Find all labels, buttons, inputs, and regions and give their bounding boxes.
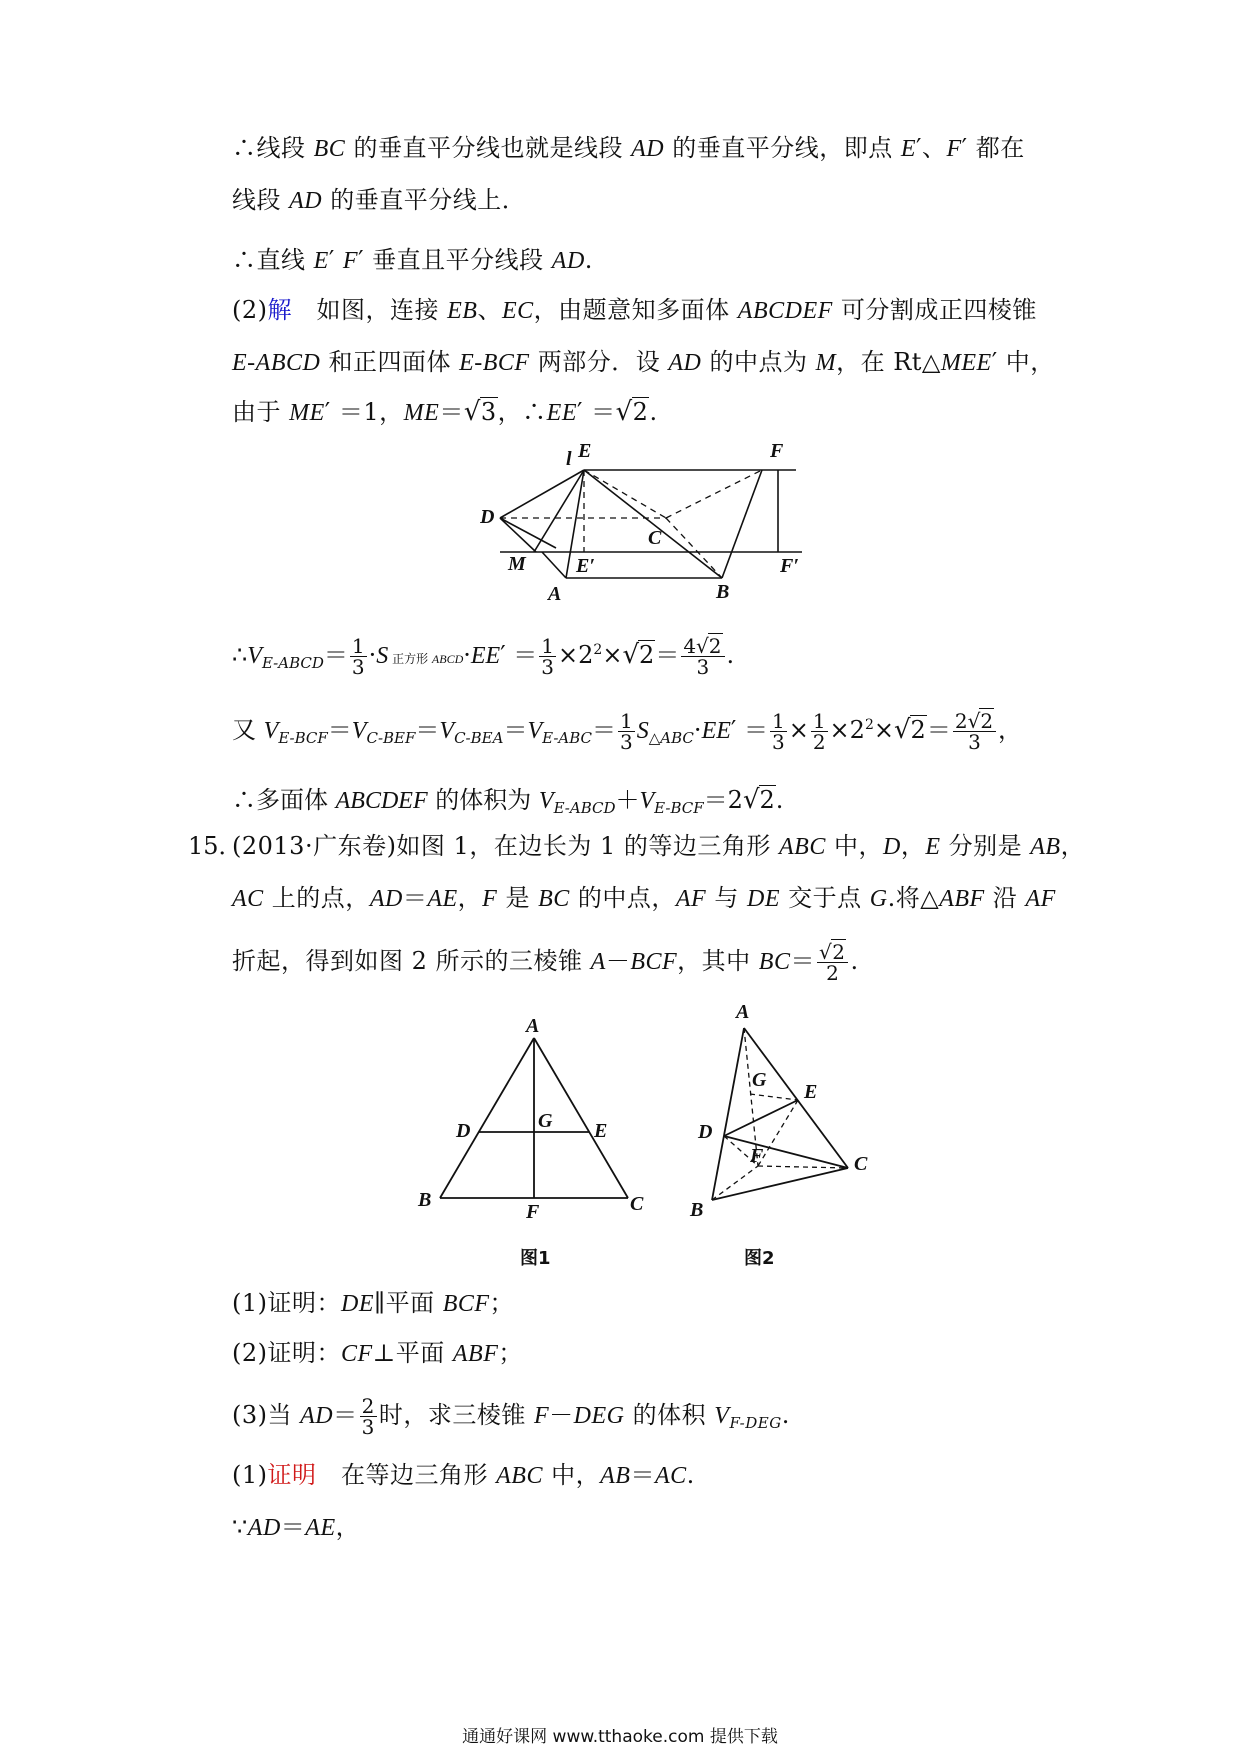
label-E: E (578, 440, 592, 462)
fig2-label-E: E (804, 1081, 818, 1103)
fig1-label-A: A (526, 1015, 540, 1037)
page-footer: 通通好课网 www.tthaoke.com 提供下载 (462, 1727, 778, 1747)
label-C: C (648, 527, 662, 549)
answer-line-1: (1)证明 在等边三角形 ABC 中，AB＝AC. (232, 1461, 695, 1489)
figure-polyhedron (480, 440, 820, 610)
fig1-label-B: B (418, 1189, 432, 1211)
question-2: (2)证明：CF⊥平面 ABF； (232, 1339, 523, 1367)
problem-15-line-2: AC 上的点，AD＝AE，F 是 BC 的中点，AF 与 DE 交于点 G.将△ABF 沿 AF (232, 884, 1056, 912)
label-D: D (480, 506, 495, 528)
figure-1-triangle (410, 1010, 650, 1220)
figure-2-pyramid (680, 998, 910, 1223)
fig1-label-C: C (630, 1193, 644, 1215)
solution-keyword: 解 (267, 296, 292, 324)
problem-number: 15． (188, 832, 243, 860)
question-1: (1)证明：DE∥平面 BCF； (232, 1289, 515, 1317)
fig2-label-F: F (750, 1145, 764, 1167)
label-F: F (770, 440, 784, 462)
text-line-2: 线段 AD 的垂直平分线上． (232, 186, 527, 214)
text-line-4: (2)解 如图，连接 EB、EC，由题意知多面体 ABCDEF 可分割成正四棱锥 (232, 296, 1037, 324)
fig1-label-G: G (538, 1110, 553, 1132)
proof-keyword: 证明 (267, 1461, 317, 1489)
figure-1-caption: 图1 (520, 1248, 551, 1269)
fig1-label-F: F (526, 1201, 540, 1220)
figure-2-caption: 图2 (744, 1248, 775, 1269)
text-line-6: 由于 ME′ ＝1，ME＝√3，∴EE′ ＝√2. (232, 397, 658, 427)
text-line-3: ∴直线 E′ F′ 垂直且平分线段 AD. (232, 246, 593, 274)
fig2-label-G: G (752, 1069, 767, 1091)
label-E-prime: E′ (576, 555, 595, 577)
text-line-5: E-ABCD 和正四面体 E-BCF 两部分．设 AD 的中点为 M，在 Rt△MEE′ 中， (232, 348, 1055, 376)
question-3: (3)当 AD＝ $\frac{2}{3}$ 时，求三棱锥 F－DEG 的体积 $V_{F-DEG}$. (232, 1394, 790, 1439)
fig2-label-A: A (736, 1001, 750, 1023)
problem-15-line-1: (2013·广东卷)如图 1，在边长为 1 的等边三角形 ABC 中，D，E 分别是 AB， (232, 832, 1086, 860)
fig1-label-D: D (456, 1120, 471, 1142)
answer-line-2: ∵AD＝AE， (232, 1513, 361, 1541)
fig2-label-C: C (854, 1153, 868, 1175)
fig1-label-E: E (594, 1120, 608, 1142)
label-F-prime: F′ (780, 555, 799, 577)
label-M: M (508, 553, 526, 575)
fig2-label-B: B (690, 1199, 704, 1221)
text-line-1: ∴线段 BC 的垂直平分线也就是线段 AD 的垂直平分线，即点 E′、F′ 都在 (232, 134, 1025, 162)
text-line-7: $\therefore V_{E-ABCD}=$ $\frac{1}{3}$ ·S 正方形 ABCD·EE′ ＝ $\frac{1}{3}$ $\times 2^2\times√2=$ $\frac{4√2}{3}$ . (232, 634, 735, 679)
label-l: l (566, 448, 572, 470)
problem-15-line-3: 折起，得到如图 2 所示的三棱锥 A－BCF，其中 BC＝ $\frac{√2}{2}$ . (232, 940, 859, 985)
fig2-label-D: D (698, 1121, 713, 1143)
text-line-9: ∴多面体 ABCDEF 的体积为 $V_{E-ABCD}+V_{E-BCF}=2√2$. (232, 785, 784, 817)
label-A: A (548, 583, 562, 605)
text-line-8: 又 $V_{E-BCF}=V_{C-BEF}=V_{C-BEA}=V_{E-ABC}=$ $\frac{1}{3}$ $S_{\triangle ABC}\cdot EE'$ ＝ $\frac{1}{3}$ × $\frac{1}{2}$ $\times 2^2\times√2=$ $\frac{2√2}{3}$ ， (232, 709, 1023, 754)
label-B: B (716, 581, 730, 603)
